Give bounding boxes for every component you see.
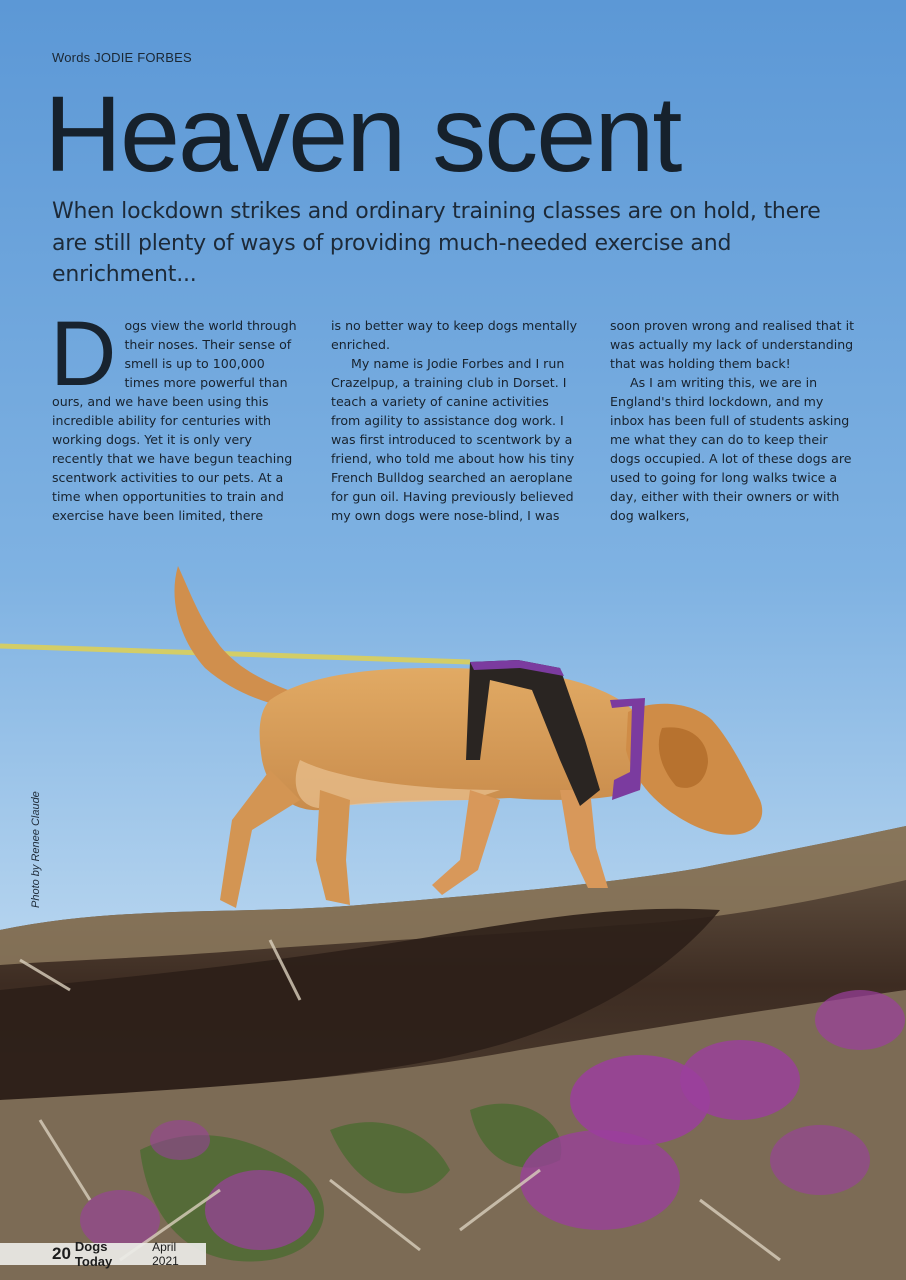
drop-cap: D <box>50 303 117 405</box>
headline: Heaven scent <box>44 73 681 194</box>
byline: Words JODIE FORBES <box>52 50 192 65</box>
body-paragraph: is no better way to keep dogs mentally enriched. <box>331 318 578 352</box>
photo-credit: Photo by Renee Claude <box>30 791 42 908</box>
body-paragraph <box>50 303 300 525</box>
body-paragraph: soon proven wrong and realised that it was actually my lack of understanding that was holding them back! <box>610 318 855 371</box>
page-footer <box>0 1239 206 1269</box>
page-number: 20 <box>52 1244 71 1263</box>
body-text: ogs view the world through their noses. Their sense of smell is up to 100,000 times more powerful than ours, and we have been using this incredible ability for centuries with working dogs. Yet it is only very recently that we have begun teaching scentwork activities to our pets. At a time when opportunities to train and exercise have been limited, there <box>52 318 297 523</box>
body-column-1 <box>50 303 300 525</box>
body-paragraph: My name is Jodie Forbes and I run Crazelpup, a training club in Dorset. I teach a variety of canine activities from agility to assistance dog work. I was first introduced to scentwork by a friend, who told me about how his tiny French Bulldog searched an aeroplane for gun oil. Having previously believed my own dogs were nose-blind, I was <box>331 356 575 523</box>
body-column-2 <box>331 316 579 525</box>
issue-date: April 2021 <box>152 1240 179 1268</box>
body-paragraph: As I am writing this, we are in England's third lockdown, and my inbox has been full of students asking me what they can do to keep their dogs occupied. A lot of these dogs are used to going for long walks twice a day, either with their owners or with dog walkers, <box>610 375 852 523</box>
magazine-name: Dogs Today <box>74 1239 113 1269</box>
standfirst: When lockdown strikes and ordinary training classes are on hold, there are still plenty of ways of providing much-needed exercise and enrichment... <box>52 199 821 287</box>
body-column-3 <box>610 316 858 525</box>
